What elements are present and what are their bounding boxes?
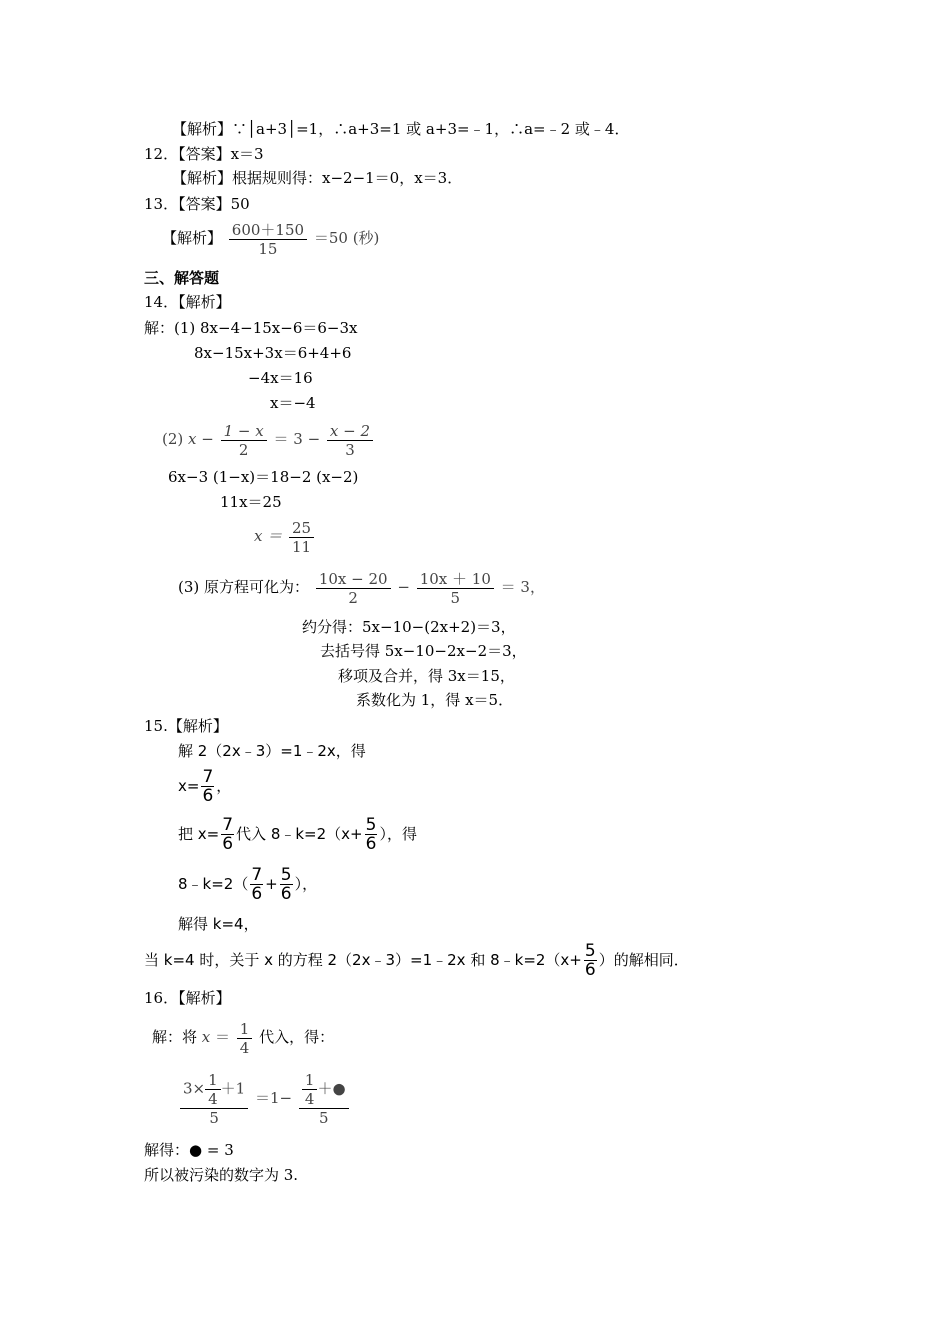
q14-p3-line5: 系数化为 1，得 x＝5． [356, 691, 514, 709]
q13-answer: 13．【答案】50 [144, 195, 250, 213]
q12-answer: 12．【答案】x＝3 [144, 145, 264, 163]
q14-p3-line4: 移项及合并，得 3x＝15， [338, 667, 515, 685]
q14-p3-line3: 去括号得 5x−10−2x−2＝3， [320, 642, 527, 660]
q14-header: 14．【解析】 [144, 293, 231, 311]
q16-line3: 解得：● = 3 [144, 1141, 234, 1159]
q14-p3-line2: 约分得：5x−10−(2x+2)＝3， [302, 618, 516, 636]
q14-p1-line2: 8x−15x+3x＝6+4+6 [194, 344, 352, 362]
q12-analysis: 【解析】根据规则得：x−2−1＝0，x＝3． [172, 169, 463, 187]
q15-line5: 解得 k=4， [178, 915, 259, 933]
q15-line1: 解 2（2x﹣3）=1﹣2x，得 [178, 742, 366, 760]
q14-p2-result: x ＝ $\frac{25}{11}$ [254, 516, 316, 556]
q14-p3-equation: (3) 原方程可化为： $\frac{10x - 20}{2}$ − $\frac{10x + 10}{5}$ ＝ 3， [178, 569, 545, 607]
q16-header: 16．【解析】 [144, 989, 231, 1007]
q14-p2-line3: 11x＝25 [220, 493, 282, 511]
q15-line6: 当 k=4 时，关于 x 的方程 2（2x﹣3）=1﹣2x 和 8﹣k=2（x+ $\frac{5}{6}$ ）的解相同． [144, 941, 689, 980]
q15-line4: 8﹣k=2（ $\frac{7}{6}$ + $\frac{5}{6}$ ）， [178, 865, 318, 904]
section-heading: 三、解答题 [144, 269, 220, 287]
q15-line2: x= $\frac{7}{6}$ ， [178, 767, 232, 806]
q13-fraction: $\frac{600+150}{15}$ [229, 221, 307, 258]
q14-p1-line1: 解：(1) 8x−4−15x−6＝6−3x [144, 319, 358, 337]
q14-p1-line3: −4x＝16 [248, 369, 313, 387]
q14-p2-line2: 6x−3 (1−x)＝18−2 (x−2) [168, 468, 359, 486]
q14-p2-equation: (2) x − $\frac{1 - x}{2}$ ＝ 3 − $\frac{x - 2}{3}$ [162, 419, 375, 459]
q14-p1-line4: x＝−4 [270, 394, 316, 412]
q16-line4: 所以被污染的数字为 3. [144, 1166, 299, 1184]
q16-equation: 3× $\frac{1}{4}$ ＋1 5 ＝1− $\frac{1}{4}$ ＋● 5 [178, 1068, 351, 1128]
q13-analysis: 【解析】 $\frac{600+150}{15}$ ＝50 (秒) [162, 220, 380, 258]
q16-line1: 解：将 x ＝ $\frac{1}{4}$ 代入，得： [152, 1019, 335, 1057]
q15-line3: 把 x= $\frac{7}{6}$ 代入 8﹣k=2（x+ $\frac{5}{6}$ ），得 [178, 815, 417, 854]
q11-analysis: 【解析】∵│a+3│=1，∴a+3=1 或 a+3=﹣1，∴a=﹣2 或﹣4． [172, 120, 630, 138]
q15-header: 15.【解析】 [144, 717, 228, 735]
